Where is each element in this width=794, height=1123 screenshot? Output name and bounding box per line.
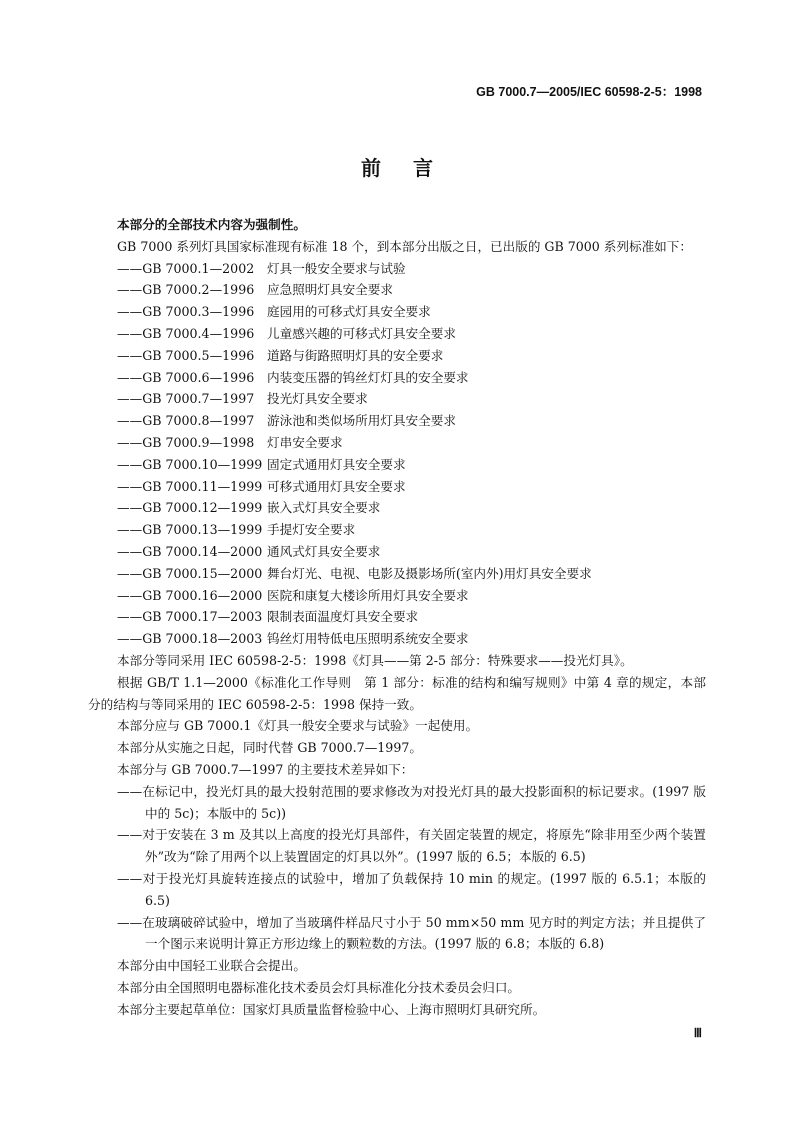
standard-name: 可移式通用灯具安全要求	[267, 478, 406, 494]
page-title: 前言	[361, 156, 465, 180]
adoption-statement: 本部分等同采用 IEC 60598-2-5：1998《灯具——第 2-5 部分：特殊要求——投光灯具》。	[117, 652, 633, 668]
standard-name: 儿童感兴趣的可移式灯具安全要求	[267, 325, 456, 341]
standard-name: 医院和康复大楼诊所用灯具安全要求	[267, 587, 469, 603]
standard-item	[88, 606, 706, 628]
proposed-by-statement: 本部分由中国轻工业联合会提出。	[117, 958, 306, 974]
standard-name: 舞台灯光、电视、电影及摄影场所(室内外)用灯具安全要求	[267, 565, 592, 581]
differences-list	[88, 781, 706, 955]
standard-item	[88, 301, 706, 323]
standard-code: ——GB 7000.2—1996	[117, 282, 255, 298]
difference-item: ——在标记中，投光灯具的最大投射范围的要求修改为对投光灯具的最大投影面积的标记要求。(1997 版中的 5c)；本版中的 5c))	[117, 783, 706, 821]
standard-code: ——GB 7000.16—2000	[117, 587, 263, 603]
standard-name: 限制表面温度灯具安全要求	[267, 609, 419, 625]
standard-item	[88, 476, 706, 498]
centralized-by-statement: 本部分由全国照明电器标准化技术委员会灯具标准化分技术委员会归口。	[117, 979, 520, 995]
standard-id-header: GB 7000.7—2005/IEC 60598-2-5：1998	[476, 85, 702, 99]
standard-item	[88, 323, 706, 345]
standard-name: 通风式灯具安全要求	[267, 543, 381, 559]
standard-item	[88, 279, 706, 301]
standard-item	[88, 541, 706, 563]
standard-item	[88, 388, 706, 410]
standard-code: ——GB 7000.18—2003	[117, 631, 263, 647]
standard-name: 手提灯安全要求	[267, 522, 356, 538]
standard-item	[88, 258, 706, 280]
standard-item	[88, 585, 706, 607]
standard-code: ——GB 7000.9—1998	[117, 434, 255, 450]
standard-code: ——GB 7000.17—2003	[117, 609, 263, 625]
standard-code: ——GB 7000.1—2002	[117, 260, 255, 276]
standard-name: 投光灯具安全要求	[267, 391, 368, 407]
standard-code: ——GB 7000.8—1997	[117, 413, 255, 429]
standard-code: ——GB 7000.7—1997	[117, 391, 255, 407]
difference-item: ——对于安装在 3 m 及其以上高度的投光灯具部件，有关固定装置的规定，将原先“除非用至少两个装置外”改为“除了用两个以上装置固定的灯具以外”。(1997 版的 6.5；本版的 6.5)	[117, 827, 706, 865]
differences-intro: 本部分与 GB 7000.7—1997 的主要技术差异如下：	[117, 761, 414, 777]
standard-name: 固定式通用灯具安全要求	[267, 456, 406, 472]
use-with-statement: 本部分应与 GB 7000.1《灯具一般安全要求与试验》一起使用。	[117, 718, 479, 734]
standard-item	[88, 432, 706, 454]
standard-name: 应急照明灯具安全要求	[267, 282, 393, 298]
standard-code: ——GB 7000.11—1999	[117, 478, 263, 494]
standard-item	[88, 345, 706, 367]
replaces-statement: 本部分从实施之日起，同时代替 GB 7000.7—1997。	[117, 740, 422, 756]
standard-item	[88, 367, 706, 389]
standard-name: 灯串安全要求	[267, 434, 343, 450]
standard-code: ——GB 7000.3—1996	[117, 304, 255, 320]
standard-code: ——GB 7000.6—1996	[117, 369, 255, 385]
standard-name: 游泳池和类似场所用灯具安全要求	[267, 413, 456, 429]
standard-item	[88, 454, 706, 476]
standard-code: ——GB 7000.4—1996	[117, 325, 255, 341]
standard-name: 道路与街路照明灯具的安全要求	[267, 347, 444, 363]
standard-name: 钨丝灯用特低电压照明系统安全要求	[267, 631, 469, 647]
standard-name: 灯具一般安全要求与试验	[267, 260, 406, 276]
standards-list	[88, 258, 706, 650]
series-statement: GB 7000 系列灯具国家标准现有标准 18 个，到本部分出版之日，已出版的 GB 7000 系列标准如下：	[117, 238, 692, 254]
standard-code: ——GB 7000.5—1996	[117, 347, 255, 363]
foreword-body	[88, 214, 706, 1020]
standard-item	[88, 563, 706, 585]
difference-item: ——对于投光灯具旋转连接点的试验中，增加了负载保持 10 min 的规定。(1997 版的 6.5.1；本版的 6.5)	[117, 870, 706, 908]
standard-item	[88, 628, 706, 650]
difference-item: ——在玻璃破碎试验中，增加了当玻璃件样品尺寸小于 50 mm×50 mm 见方时的判定方法；并且提供了一个图示来说明计算正方形边缘上的颗粒数的方法。(1997 版的 6.8；本版的 6.8)	[117, 914, 706, 952]
standard-name: 庭园用的可移式灯具安全要求	[267, 304, 431, 320]
mandatory-statement: 本部分的全部技术内容为强制性。	[117, 217, 306, 232]
standard-item	[88, 497, 706, 519]
standard-code: ——GB 7000.13—1999	[117, 522, 263, 538]
standard-item	[88, 519, 706, 541]
standard-item	[88, 410, 706, 432]
page-number: Ⅲ	[693, 1026, 702, 1040]
standard-code: ——GB 7000.14—2000	[117, 543, 263, 559]
drafters-statement: 本部分主要起草单位：国家灯具质量监督检验中心、上海市照明灯具研究所。	[117, 1001, 546, 1017]
standard-name: 内装变压器的钨丝灯灯具的安全要求	[267, 369, 469, 385]
standard-code: ——GB 7000.10—1999	[117, 456, 263, 472]
standard-code: ——GB 7000.12—1999	[117, 500, 263, 516]
standard-name: 嵌入式灯具安全要求	[267, 500, 381, 516]
structure-basis-statement: 根据 GB/T 1.1—2000《标准化工作导则 第 1 部分：标准的结构和编写规则》中第 4 章的规定，本部分的结构与等同采用的 IEC 60598-2-5：1998 保持一致。	[88, 674, 706, 712]
standard-code: ——GB 7000.15—2000	[117, 565, 263, 581]
